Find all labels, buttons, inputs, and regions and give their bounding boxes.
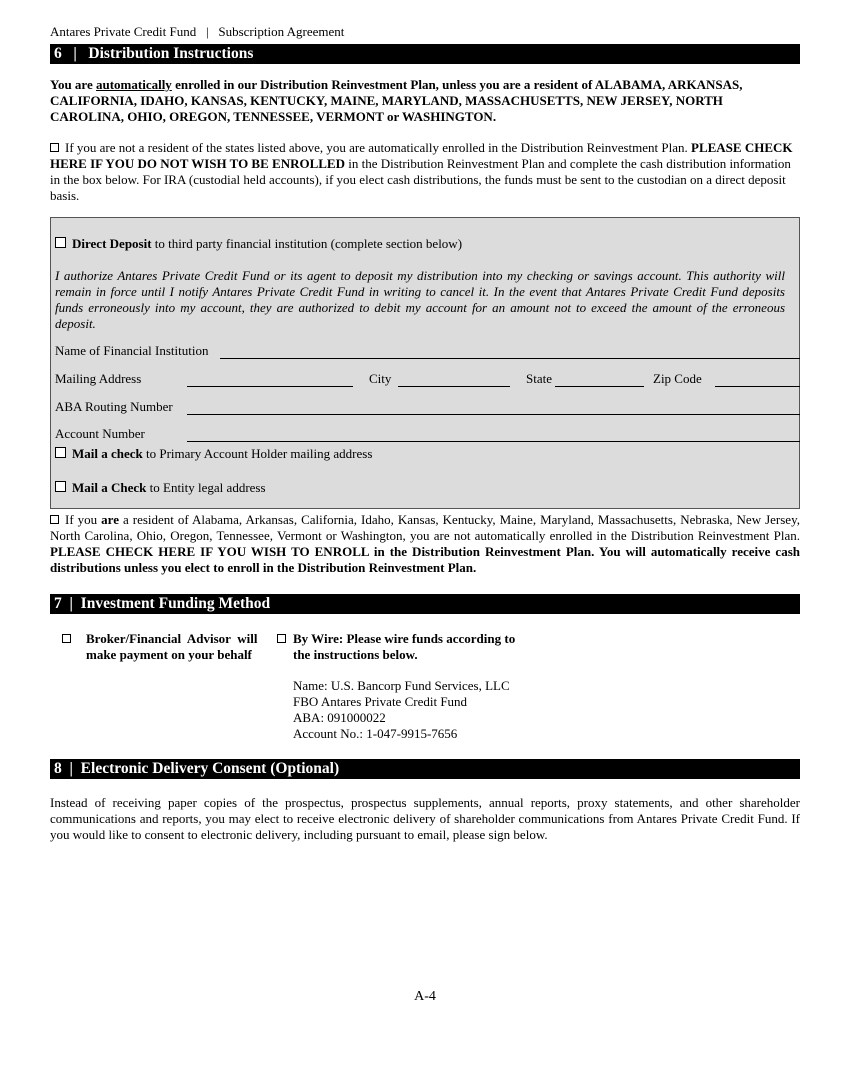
wire-checkbox[interactable]: [277, 634, 286, 643]
section-6-header: [50, 44, 800, 64]
wire-option: [293, 631, 515, 663]
intro-text-start: You are: [50, 77, 96, 92]
cash-distribution-box: [50, 217, 800, 509]
intro-automatically: automatically: [95, 77, 172, 92]
mail-entity-checkbox[interactable]: [55, 481, 66, 492]
section-8-header: [50, 759, 800, 779]
state-input[interactable]: [555, 386, 644, 387]
section-7-number: 7: [54, 595, 62, 612]
wire-name: Name: U.S. Bancorp Fund Services, LLC: [293, 678, 510, 693]
broker-checkbox[interactable]: [62, 634, 71, 643]
section-8-bar-sep: |: [69, 760, 73, 777]
mail-entity-desc: to Entity legal address: [146, 480, 266, 495]
section-8-number: 8: [54, 760, 62, 777]
account-label: Account Number: [55, 426, 145, 441]
zip-label: Zip Code: [653, 371, 702, 386]
page-number: A-4: [414, 989, 436, 1004]
mailing-address-input[interactable]: [187, 386, 353, 387]
optin-are: are: [101, 512, 119, 527]
optout-text-start: If you are not a resident of the states listed above, you are automatically enrolled in the Distribution Reinvestment Plan.: [65, 140, 691, 155]
institution-label: Name of Financial Institution: [55, 343, 209, 358]
optin-paragraph: [50, 512, 800, 576]
section-6-intro: [50, 77, 800, 125]
city-label: City: [369, 371, 392, 386]
section-7-title: Investment Funding Method: [80, 595, 271, 612]
mail-primary-checkbox[interactable]: [55, 447, 66, 458]
mail-entity-option: [55, 480, 266, 496]
optout-bold: PLEASE CHECK HERE IF YOU DO NOT WISH TO BE ENROLLED: [50, 140, 793, 171]
optin-text-middle: a resident of Alabama, Arkansas, California, Idaho, Kansas, Kentucky, Maine, Maryland, Massachusetts, Nebraska, New Jersey, North Carolina, Ohio, Oregon, Tennessee, Vermont or Washington, you are not automatically enrolled in the Distribution Reinvestment Plan.: [50, 512, 800, 543]
wire-line-2: the instructions below.: [293, 647, 418, 662]
direct-deposit-desc: to third party financial institution (complete section below): [151, 236, 463, 251]
optout-text-rest: in the Distribution Reinvestment Plan and complete the cash distribution information in the box below. For IRA (custodial held accounts), if you elect cash distributions, the funds must be sent to the custodian on a direct deposit basis.: [50, 156, 791, 203]
wire-account: Account No.: 1-047-9915-7656: [293, 726, 458, 741]
section-6-title: Distribution Instructions: [88, 45, 254, 62]
header-separator: |: [205, 24, 209, 39]
zip-input[interactable]: [715, 386, 800, 387]
header-fund-name: Antares Private Credit Fund: [50, 24, 197, 39]
city-input[interactable]: [398, 386, 510, 387]
section-6-number: 6: [54, 45, 62, 62]
aba-input[interactable]: [187, 414, 800, 415]
optout-checkbox[interactable]: [50, 143, 59, 152]
aba-label: ABA Routing Number: [55, 399, 173, 414]
direct-deposit-option: [55, 236, 462, 252]
mailing-address-label: Mailing Address: [55, 371, 142, 386]
running-header: [50, 24, 344, 40]
optout-paragraph: [50, 140, 800, 204]
section-7-header: [50, 594, 800, 614]
account-input[interactable]: [187, 441, 800, 442]
broker-line-1: Broker/Financial Advisor will: [86, 631, 258, 646]
mail-primary-label: Mail a check: [72, 446, 143, 461]
broker-option: [86, 631, 257, 663]
section-7-bar-sep: |: [69, 595, 73, 612]
intro-text-rest: enrolled in our Distribution Reinvestment Plan, unless you are a resident of ALABAMA, ARKANSAS, CALIFORNIA, IDAHO, KANSAS, KENTUCKY, MAINE, MARYLAND, MASSACHUSETTS, NEW JERSEY, NORTH CAROLINA, OHIO, OREGON, TENNESSEE, VERMONT or WASHINGTON.: [50, 77, 743, 124]
mail-primary-desc: to Primary Account Holder mailing address: [142, 446, 373, 461]
mail-entity-label: Mail a Check: [72, 480, 147, 495]
optin-bold: PLEASE CHECK HERE IF YOU WISH TO ENROLL in the Distribution Reinvestment Plan. You will automatically receive cash distributions unless you elect to enroll in the Distribution Reinvestment Plan.: [50, 544, 800, 575]
optin-checkbox[interactable]: [50, 515, 59, 524]
authorization-text: I authorize Antares Private Credit Fund or its agent to deposit my distribution into my checking or savings account. This authority will remain in force until I notify Antares Private Credit Fund in writing to cancel it. In the event that Antares Private Credit Fund deposits funds erroneously into my account, they are authorized to debit my account for an amount not to exceed the amount of the erroneous deposit.: [55, 268, 785, 331]
mail-primary-option: [55, 446, 372, 462]
wire-instructions: [293, 678, 510, 742]
wire-line-1: By Wire: Please wire funds according to: [293, 631, 516, 646]
header-doc-name: Subscription Agreement: [218, 24, 345, 39]
wire-aba: ABA: 091000022: [293, 710, 386, 725]
electronic-delivery-text: Instead of receiving paper copies of the prospectus, prospectus supplements, annual reports, proxy statements, and other shareholder communications and reports, you may elect to receive electronic delivery of shareholder communications from Antares Private Credit Fund. If you would like to consent to electronic delivery, including pursuant to email, please sign below.: [50, 795, 800, 842]
state-label: State: [526, 371, 552, 386]
broker-line-2: make payment on your behalf: [86, 647, 252, 662]
optin-text-start: If you: [65, 512, 102, 527]
wire-fbo: FBO Antares Private Credit Fund: [293, 694, 468, 709]
section-6-bar-sep: |: [73, 45, 77, 62]
section-8-title: Electronic Delivery Consent (Optional): [80, 760, 340, 777]
direct-deposit-label: Direct Deposit: [72, 236, 152, 251]
direct-deposit-checkbox[interactable]: [55, 237, 66, 248]
institution-input[interactable]: [220, 358, 800, 359]
